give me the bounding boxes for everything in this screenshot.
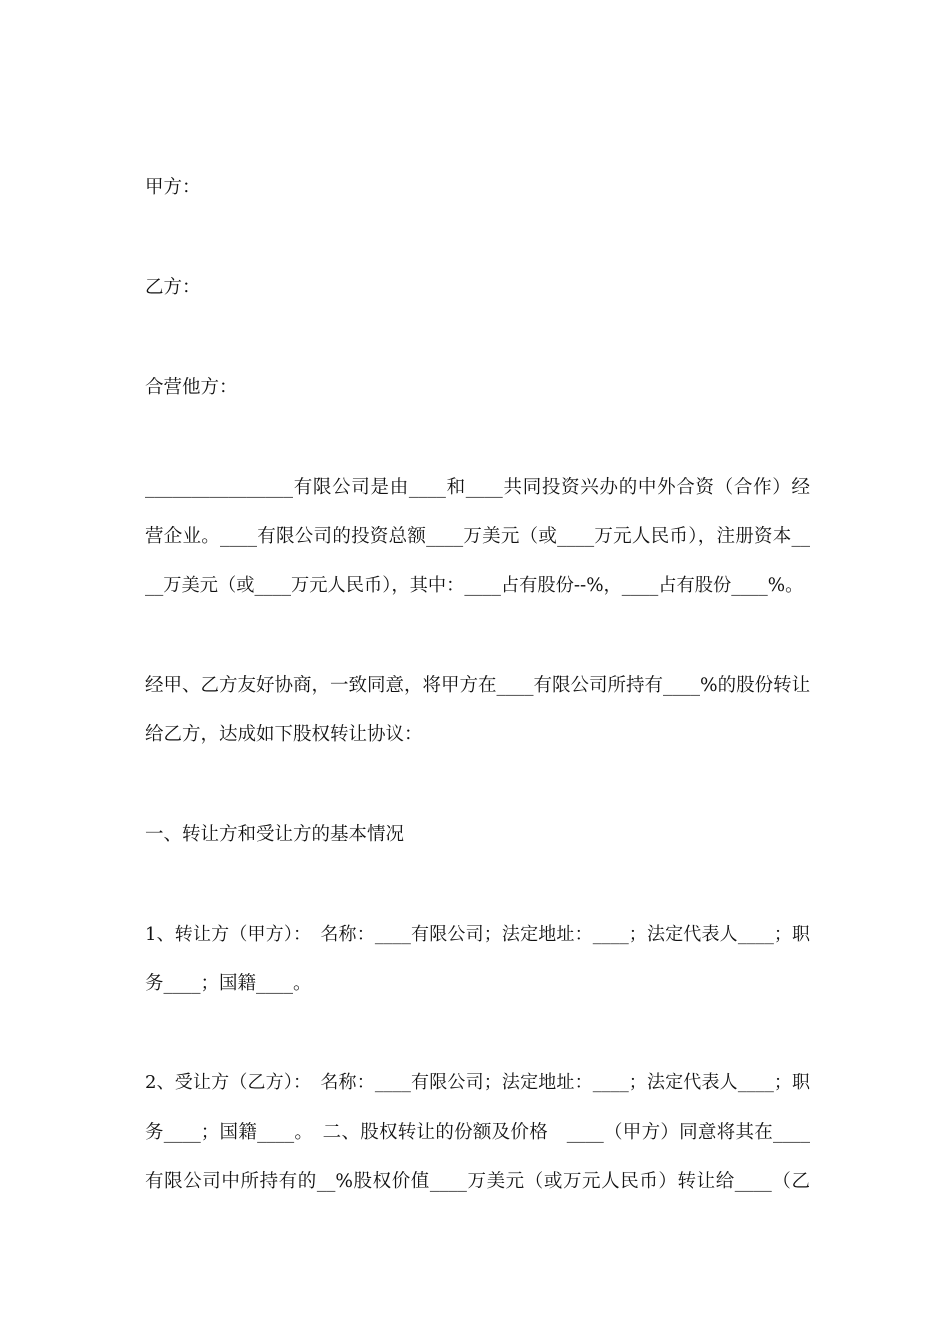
- agreement-line-1: 经甲、乙方友好协商，一致同意，将甲方在____有限公司所持有____%的股份转让: [145, 675, 811, 696]
- transferor-line-2: 务____；国籍____。: [145, 973, 312, 994]
- transferee-line-3: 有限公司中所持有的__%股权价值____万美元（或万元人民币）转让给____（乙: [145, 1171, 810, 1192]
- other-party-label: 合营他方：: [145, 377, 238, 398]
- section-heading-1: 一、转让方和受让方的基本情况: [145, 824, 405, 845]
- agreement-line-2: 给乙方，达成如下股权转让协议：: [145, 724, 423, 745]
- intro-line-3: __万美元（或____万元人民币），其中：____占有股份--%，____占有股份____%。: [145, 575, 804, 596]
- party-b-label: 乙方：: [145, 277, 201, 298]
- intro-line-2: 营企业。____有限公司的投资总额____万美元（或____万元人民币），注册资本__: [145, 526, 810, 547]
- intro-line-1: ________________有限公司是由____和____共同投资兴办的中外合资（合作）经: [145, 477, 810, 498]
- transferee-line-1: 2、受让方（乙方）： 名称：____有限公司；法定地址：____；法定代表人____；职: [145, 1072, 810, 1093]
- transferee-line-2: 务____；国籍____。 二、股权转让的份额及价格 ____（甲方）同意将其在____: [145, 1122, 810, 1143]
- party-a-label: 甲方：: [145, 177, 201, 198]
- transferor-line-1: 1、转让方（甲方）： 名称：____有限公司；法定地址：____；法定代表人____；职: [145, 924, 810, 945]
